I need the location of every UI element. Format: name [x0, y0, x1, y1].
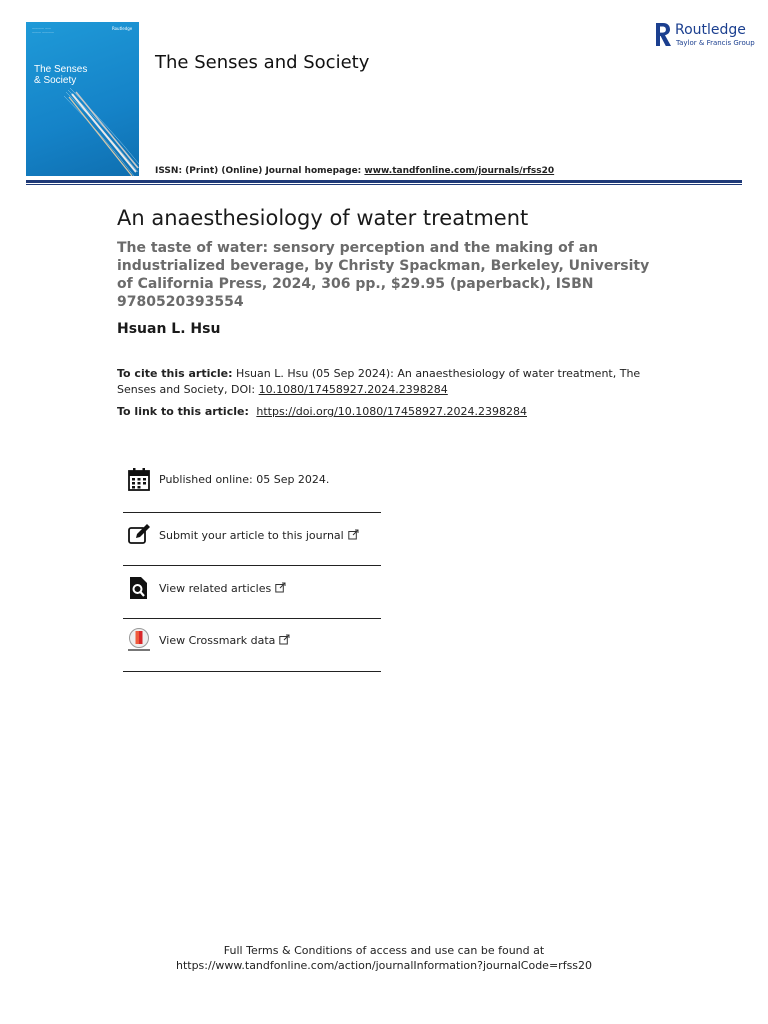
- cover-publisher-mark: Routledge: [112, 26, 133, 31]
- divider: [123, 618, 381, 619]
- link-block: [117, 405, 527, 418]
- journal-homepage-link[interactable]: www.tandfonline.com/journals/rfss20: [364, 166, 555, 176]
- journal-cover: [26, 22, 139, 176]
- related-articles-label: View related articles: [159, 582, 286, 595]
- cover-title-line1: The Senses: [34, 64, 88, 75]
- article-subtitle: The taste of water: sensory perception and the making of an industrialized beverage, by Christy Spackman, Berkeley, University of California Press, 2024, 306 pp., $29.95 (paperback), ISBN 9780520393554: [117, 240, 650, 310]
- article-url-link[interactable]: https://doi.org/10.1080/17458927.2024.2398284: [256, 405, 527, 418]
- footer-line1: Full Terms & Conditions of access and use can be found at: [223, 944, 545, 957]
- divider: [123, 512, 381, 513]
- published-online-label: Published online: 05 Sep 2024.: [159, 473, 330, 486]
- link-label: To link to this article:: [117, 405, 249, 418]
- cover-artwork-icon: [26, 22, 139, 176]
- journal-name: The Senses and Society: [155, 52, 370, 73]
- external-link-icon: [275, 582, 286, 593]
- article-author: Hsuan L. Hsu: [117, 321, 221, 337]
- external-link-icon: [348, 529, 359, 540]
- cite-label: To cite this article:: [117, 367, 233, 380]
- external-link-icon: [279, 634, 290, 645]
- related-articles-link[interactable]: [123, 569, 381, 609]
- crossmark-icon: [127, 627, 151, 653]
- publisher-name: Routledge: [675, 22, 746, 38]
- divider: [123, 565, 381, 566]
- issn-prefix: ISSN: (Print) (Online) Journal homepage:: [155, 166, 362, 176]
- routledge-logo-icon: [653, 22, 673, 48]
- submit-article-label: Submit your article to this journal: [159, 529, 359, 542]
- publisher-group: Taylor & Francis Group: [676, 39, 755, 47]
- citation-block: [117, 366, 657, 398]
- cite-text: Hsuan L. Hsu (05 Sep 2024): An anaesthesiology of water treatment, The Senses and Society, DOI:: [117, 367, 641, 396]
- cover-title: [34, 64, 87, 86]
- search-document-icon: [127, 575, 151, 601]
- published-online-item: [123, 460, 381, 500]
- cover-title-line2: & Society: [34, 75, 77, 86]
- crossmark-label: View Crossmark data: [159, 634, 290, 647]
- header-divider-thin: [26, 184, 742, 185]
- calendar-icon: [127, 466, 151, 492]
- edit-icon: [127, 522, 151, 548]
- divider: [123, 671, 381, 672]
- doi-link[interactable]: 10.1080/17458927.2024.2398284: [258, 383, 448, 396]
- issn-line: [155, 166, 554, 176]
- footer-terms: [0, 943, 768, 973]
- cover-volume-info: ———— —— ——— ————: [32, 26, 54, 34]
- submit-article-link[interactable]: [123, 516, 381, 556]
- article-title: An anaesthesiology of water treatment: [117, 206, 529, 230]
- crossmark-link[interactable]: [123, 621, 381, 661]
- header-divider: [26, 180, 742, 183]
- footer-terms-link[interactable]: https://www.tandfonline.com/action/journalInformation?journalCode=rfss20: [175, 959, 593, 972]
